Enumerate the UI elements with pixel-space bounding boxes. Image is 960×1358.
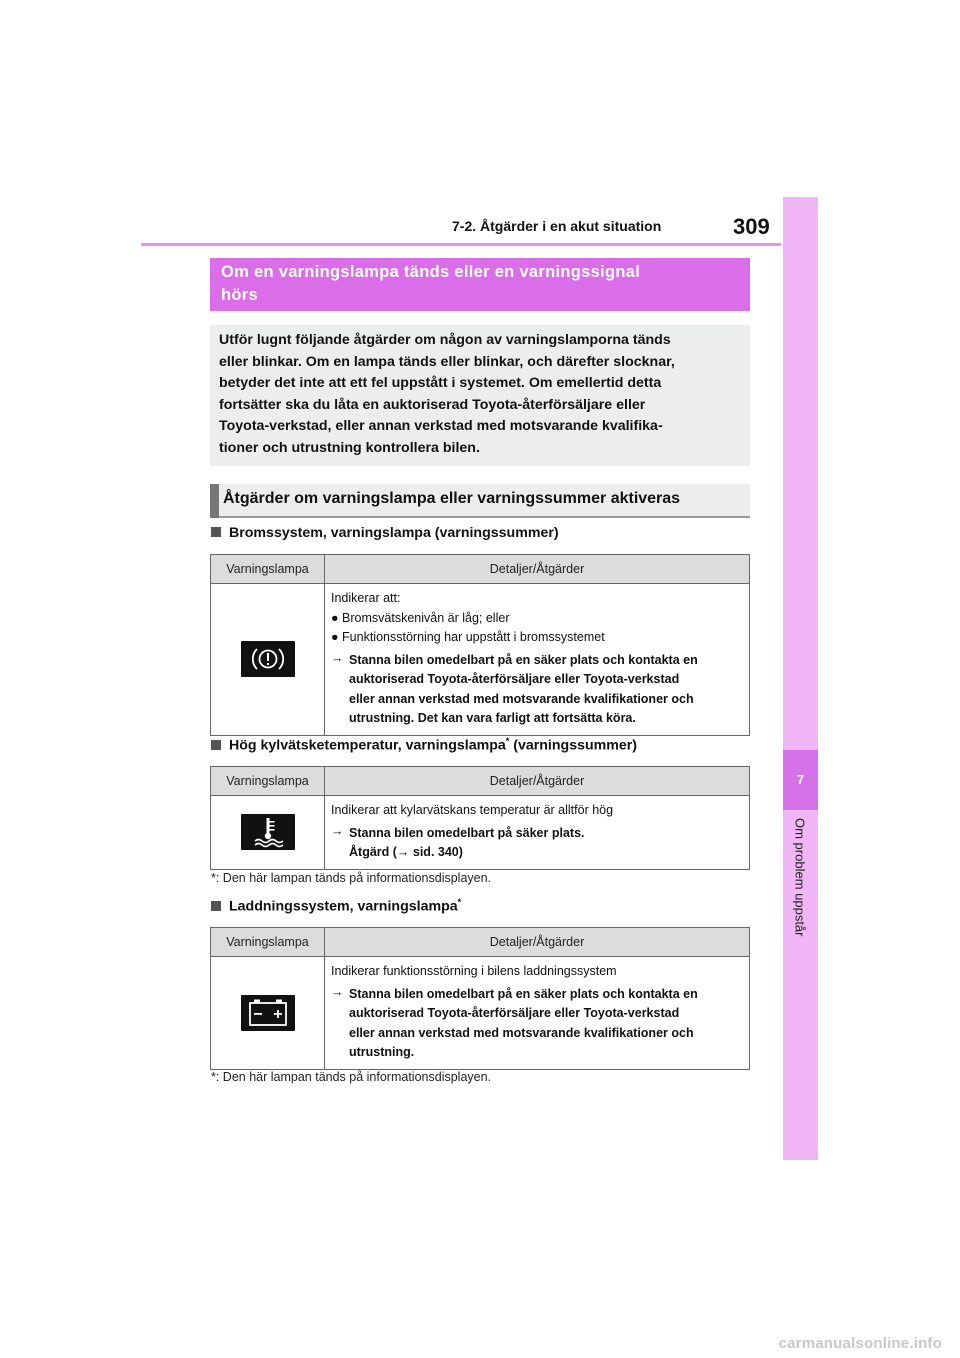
section-heading: Åtgärder om varningslampa eller varningssummer aktiveras (223, 490, 681, 507)
arrow-icon: → (331, 650, 344, 665)
intro-line: tioner och utrustning kontrollera bilen. (219, 439, 480, 456)
charging-footnote: *: Den här lampan tänds på informationsdisplayen. (211, 1070, 492, 1084)
arrow-icon: → (331, 984, 344, 999)
coolant-table (210, 766, 750, 870)
charging-action: → Stanna bilen omedelbart på en säker plats och kontakta en auktoriserad Toyota-återförsäljare eller Toyota-verkstad eller annan verkstad med motsvarande kvalifikationer och utrustning. (331, 985, 743, 1063)
square-bullet-icon (211, 901, 221, 911)
section-title: 7-2. Åtgärder i en akut situation (452, 218, 662, 234)
col-header-lamp: Varningslampa (211, 555, 325, 584)
topic-banner-title (221, 261, 741, 307)
table-row (211, 584, 750, 736)
col-header-details: Detaljer/Åtgärder (325, 767, 750, 796)
charging-detail: Indikerar funktionsstörning i bilens laddningssystem (331, 964, 617, 978)
table-row (211, 796, 750, 870)
header-rule (141, 243, 781, 246)
battery-icon (241, 995, 295, 1031)
page-number: 309 (733, 214, 770, 239)
watermark: carmanualsonline.info (778, 1335, 942, 1352)
coolant-details (325, 796, 750, 870)
charging-table (210, 927, 750, 1070)
intro-line: eller blinkar. Om en lampa tänds eller blinkar, och därefter slocknar, (219, 353, 675, 370)
intro-line: Utför lugnt följande åtgärder om någon av varningslamporna tänds (219, 332, 671, 348)
page-reference: Åtgärd (→ sid. 340) (349, 845, 463, 859)
square-bullet-icon (211, 527, 221, 537)
square-bullet-icon (211, 740, 221, 750)
coolant-footnote: *: Den här lampan tänds på informationsdisplayen. (211, 871, 492, 885)
brake-table (210, 554, 750, 736)
coolant-action: → Stanna bilen omedelbart på säker plats. Åtgärd (→ sid. 340) (331, 824, 743, 863)
col-header-details: Detaljer/Åtgärder (325, 928, 750, 957)
charging-details (325, 957, 750, 1070)
brake-action: → Stanna bilen omedelbart på en säker plats och kontakta en auktoriserad Toyota-återförsäljare eller Toyota-verkstad eller annan verkstad med motsvarande kvalifikationer och utrustning. Det kan vara farligt att fortsätta köra. (331, 651, 743, 729)
col-header-lamp: Varningslampa (211, 928, 325, 957)
brake-warning-icon (241, 641, 295, 677)
intro-line: fortsätter ska du låta en auktoriserad Toyota-återförsäljare eller (219, 396, 646, 413)
intro-text (219, 330, 744, 459)
table-row (211, 957, 750, 1070)
coolant-detail: Indikerar att kylarvätskans temperatur är alltför hög (331, 803, 614, 817)
charging-heading: Laddningssystem, varningslampa* (211, 897, 461, 915)
chapter-number: 7 (783, 750, 818, 810)
chapter-side-tab (783, 197, 818, 1160)
col-header-details: Detaljer/Åtgärder (325, 555, 750, 584)
coolant-temperature-icon (241, 814, 295, 850)
arrow-icon: → (331, 823, 344, 838)
brake-details (325, 584, 750, 736)
intro-line: Toyota-verkstad, eller annan verkstad med motsvarande kvalifika- (219, 418, 663, 434)
chapter-label: Om problem uppstår (792, 818, 808, 937)
section-heading-accent (210, 484, 219, 518)
coolant-heading: Hög kylvätsketemperatur, varningslampa* (varningssummer) (211, 736, 637, 754)
brake-intro: Indikerar att: (331, 591, 401, 605)
list-item: ● Funktionsstörning har uppstått i bromssystemet (331, 630, 605, 644)
banner-line-2: hörs (221, 286, 258, 304)
brake-heading: Bromssystem, varningslampa (varningssummer) (211, 525, 559, 541)
list-item: ● Bromsvätskenivån är låg; eller (331, 610, 510, 625)
bullet-icon: ● (331, 610, 339, 625)
col-header-lamp: Varningslampa (211, 767, 325, 796)
bullet-icon: ● (331, 630, 339, 644)
intro-line: betyder det inte att ett fel uppstått i systemet. Om emellertid detta (219, 375, 662, 391)
banner-line-1: Om en varningslampa tänds eller en varningssignal (221, 263, 641, 281)
